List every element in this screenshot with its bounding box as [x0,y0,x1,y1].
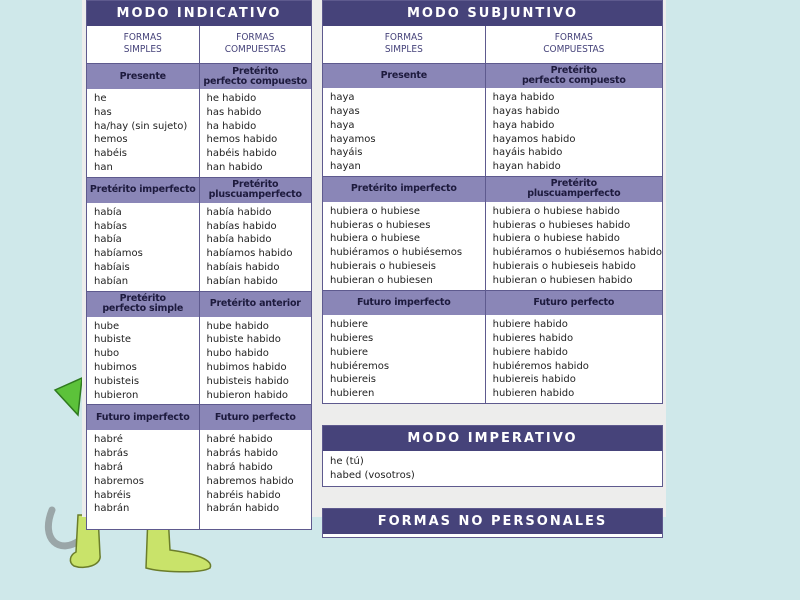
verb-form: hubieras o hubieses [330,219,431,231]
verb-form: hayáis habido [492,147,563,159]
verb-form: hubieras o hubieses habido [492,219,631,231]
form-list [200,89,312,178]
verb-form: hubiere habido [492,319,568,331]
verb-form: hubo habido [206,348,269,360]
indicativo-compound-column [199,26,312,529]
tense-label [200,178,312,203]
verb-form: habían habido [206,275,278,287]
verb-form: habíamos [94,248,143,260]
tense-label [486,177,662,202]
verb-form: hubiera o hubiese [330,205,420,217]
verb-form: había habido [206,206,272,218]
form-list [200,430,312,518]
verb-form: hayan habido [492,161,561,173]
verb-form: habrá [94,461,124,473]
subjuntivo-panel [322,0,663,404]
label-line: Pretérito [550,178,597,190]
indicativo-panel [86,0,312,530]
indicativo-title: MODO INDICATIVO [87,1,311,26]
verb-form: habré [94,434,123,446]
verb-form: hayamos habido [492,133,576,145]
verb-form: haya [330,119,355,131]
verb-form: hubierais o hubieseis habido [492,260,636,272]
verb-form: hubisteis [94,375,140,387]
verb-form: hubieran o hubiesen [330,274,433,286]
verb-form: hubiéremos [330,360,390,372]
tense-label [87,292,199,317]
verb-form: habrán habido [206,503,280,515]
label-line: FORMAS [554,32,593,43]
tense-label [200,64,312,89]
tense-label [200,405,312,430]
tense-label [323,177,485,202]
label-line: Pretérito [232,65,279,77]
verb-form: habéis [94,148,127,160]
label-line: Pretérito [232,179,279,191]
verb-form: han habido [206,161,263,173]
form-list [486,88,662,177]
verb-form: hemos habido [206,134,278,146]
verb-form: hubieren [330,388,375,400]
verb-form: habrán [94,503,130,515]
verb-form: hubiéremos habido [492,360,589,372]
verb-form: has habido [206,106,262,118]
verb-form: hubiéramos o hubiésemos habido [492,247,662,259]
verb-form: hubieron habido [206,389,289,401]
label-line: Pretérito [550,64,597,76]
label-line: Pretérito imperfecto [89,184,196,196]
verb-form: hubieres [330,333,374,345]
tense-label [87,64,199,89]
verb-form: hubierais o hubieseis [330,260,436,272]
verb-form: hubiéramos o hubiésemos [330,247,463,259]
verb-form: ha habido [206,120,257,132]
form-list [200,203,312,292]
conjugation-sheet [82,0,666,529]
label-line: perfecto compuesto [521,74,626,86]
verb-form: ha/hay (sin sujeto) [94,120,188,132]
label-line: Presente [380,69,427,81]
verb-form: hayas habido [492,106,560,118]
no-personales-title: FORMAS NO PERSONALES [323,509,662,534]
verb-form: habéis habido [206,148,277,160]
form-list [87,430,199,518]
verb-form: hubimos habido [206,361,287,373]
verb-form: habrá habido [206,461,273,473]
verb-form: había [94,206,122,218]
subjuntivo-title: MODO SUBJUNTIVO [323,1,662,26]
imperativo-form: habed (vosotros) [330,470,415,481]
label-line: COMPUESTAS [224,44,286,55]
imperativo-title: MODO IMPERATIVO [323,426,662,451]
form-list [486,202,662,291]
column-header-compound [486,26,662,64]
column-header-compound [200,26,312,64]
verb-form: hubieres habido [492,333,574,345]
verb-form: habréis habido [206,489,281,501]
verb-form: había habido [206,234,272,246]
verb-form: habíais habido [206,261,280,273]
verb-form: habrás habido [206,448,278,460]
verb-form: hube habido [206,320,269,332]
label-line: pluscuamperfecto [527,188,621,200]
column-header-simple [323,26,485,64]
verb-form: hubiere habido [492,346,568,358]
verb-form: había [94,234,122,246]
label-line: FORMAS [123,32,162,43]
verb-form: hubiera o hubiese habido [492,205,620,217]
label-line: Futuro perfecto [214,411,296,423]
verb-form: han [94,161,113,173]
label-line: Futuro imperfecto [95,411,190,423]
verb-form: habré habido [206,434,273,446]
label-line: perfecto compuesto [203,75,308,87]
verb-form: hubiere [330,319,368,331]
tense-label [323,64,485,89]
no-personales-panel [322,508,663,538]
label-line: FORMAS [236,32,275,43]
verb-form: hayas [330,106,360,118]
verb-form: hubieron [94,389,139,401]
tense-label [323,291,485,316]
verb-form: hubiereis habido [492,374,576,386]
verb-form: hayamos [330,133,376,145]
label-line: COMPUESTAS [543,44,605,55]
verb-form: haya habido [492,119,555,131]
verb-form: habrás [94,448,129,460]
verb-form: habréis [94,489,131,501]
verb-form: hubieran o hubiesen habido [492,274,633,286]
verb-form: hube [94,320,120,332]
label-line: FORMAS [384,32,423,43]
verb-form: hubiereis [330,374,376,386]
label-line: SIMPLES [384,44,423,55]
verb-form: hubisteis habido [206,375,289,387]
verb-form: hubiera o hubiese habido [492,233,620,245]
form-list [87,203,199,292]
verb-form: hayan [330,161,361,173]
form-list [323,88,485,177]
verb-form: habremos [94,475,144,487]
form-list [200,317,312,406]
verb-form: habías [94,220,127,232]
column-header-simple [87,26,199,64]
label-line: perfecto simple [102,303,184,315]
verb-form: hubimos [94,361,137,373]
verb-form: habremos habido [206,475,294,487]
verb-form: hayáis [330,147,363,159]
label-line: pluscuamperfecto [208,189,302,201]
verb-form: hubiste [94,334,132,346]
verb-form: he [94,93,107,104]
imperativo-panel [322,425,663,487]
verb-form: habíais [94,261,130,273]
verb-form: habías habido [206,220,277,232]
verb-form: hubiste habido [206,334,281,346]
verb-form: hubieren habido [492,388,575,400]
label-line: Presente [119,70,166,82]
label-line: Pretérito imperfecto [350,183,457,195]
indicativo-simple-column [87,26,199,529]
verb-form: hubiera o hubiese [330,233,420,245]
form-list [87,89,199,178]
tense-label [486,291,662,316]
form-list [87,317,199,406]
verb-form: habíamos habido [206,248,293,260]
tense-label [200,292,312,317]
imperativo-forms [323,451,662,483]
verb-form: hemos [94,134,128,146]
subjuntivo-compound-column [485,26,662,403]
tense-label [87,405,199,430]
verb-form: he habido [206,93,257,104]
tense-label [486,64,662,89]
imperativo-form: he (tú) [330,456,364,467]
label-line: Pretérito anterior [209,298,301,310]
label-line: Pretérito [119,293,166,305]
label-line: SIMPLES [123,44,162,55]
verb-form: haya habido [492,92,555,104]
form-list [486,315,662,403]
verb-form: hubiere [330,346,368,358]
verb-form: haya [330,92,355,104]
subjuntivo-simple-column [323,26,485,403]
verb-form: hubo [94,348,120,360]
label-line: Futuro imperfecto [357,296,451,308]
tense-label [87,178,199,203]
form-list [323,202,485,291]
verb-form: has [94,106,112,118]
label-line: Futuro perfecto [533,296,615,308]
verb-form: habían [94,275,129,287]
form-list [323,315,485,403]
